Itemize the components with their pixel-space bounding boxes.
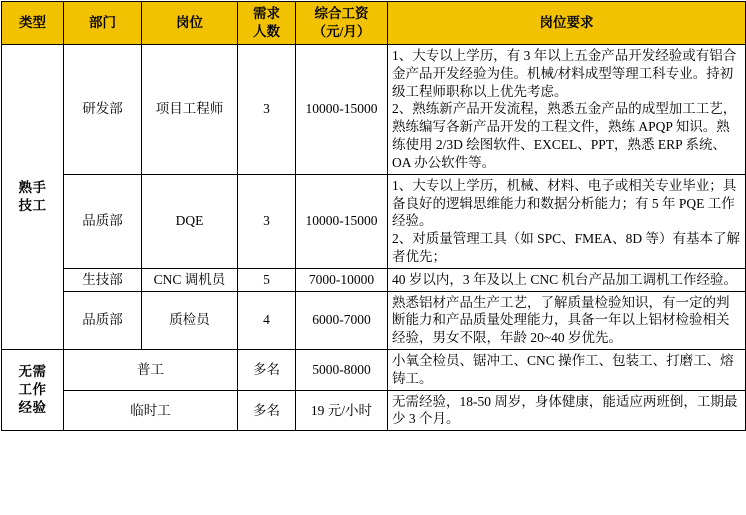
requirements-cell (388, 350, 746, 391)
headcount-cell: 3 (238, 174, 296, 268)
salary-cell: 5000-8000 (296, 350, 388, 391)
salary-cell: 6000-7000 (296, 291, 388, 349)
department-cell: 品质部 (64, 174, 142, 268)
requirement-paragraph: 1、大专以上学历，机械、材料、电子或相关专业毕业；具备良好的逻辑思维能力和数据分析能力；有 5 年 PQE 工作经验。 (392, 177, 737, 229)
position-cell: DQE (142, 174, 238, 268)
headcount-cell: 4 (238, 291, 296, 349)
column-header-department: 部门 (64, 2, 142, 45)
position-cell: CNC 调机员 (142, 268, 238, 291)
salary-cell: 10000-15000 (296, 45, 388, 175)
table-row (2, 45, 746, 175)
requirement-paragraph: 无需经验，18-50 周岁，身体健康，能适应两班倒，工期最少 3 个月。 (392, 393, 738, 427)
department-cell: 临时工 (64, 390, 238, 431)
department-cell: 生技部 (64, 268, 142, 291)
department-cell: 研发部 (64, 45, 142, 175)
job-listing-sheet (0, 1, 746, 515)
table-row (2, 350, 746, 391)
salary-cell: 10000-15000 (296, 174, 388, 268)
column-header-category: 类型 (2, 2, 64, 45)
department-cell: 普工 (64, 350, 238, 391)
column-header-headcount: 需求 人数 (238, 2, 296, 45)
requirement-paragraph: 2、熟练新产品开发流程，熟悉五金产品的成型加工工艺，熟练编写各新产品开发的工程文件，熟练 APQP 知识。熟练使用 2/3D 绘图软件、EXCEL、PPT，熟悉 ERP 系统、OA 办公软件等。 (392, 101, 737, 170)
requirement-paragraph: 1、大专以上学历，有 3 年以上五金产品开发经验或有铝合金产品开发经验为佳。机械/材料成型等理工科专业。持初级工程师职称以上优先考虑。 (392, 48, 737, 99)
column-header-salary: 综合工资 （元/月） (296, 2, 388, 45)
job-requirements-table (1, 1, 746, 431)
requirement-paragraph: 2、对质量管理工具（如 SPC、FMEA、8D 等）有基本了解者优先； (392, 231, 741, 264)
headcount-cell: 多名 (238, 390, 296, 431)
category-cell-no-experience: 无需 工作 经验 (2, 350, 64, 431)
table-row (2, 390, 746, 431)
department-cell: 品质部 (64, 291, 142, 349)
table-header (2, 2, 746, 45)
position-cell: 项目工程师 (142, 45, 238, 175)
requirements-cell (388, 45, 746, 175)
header-row (2, 2, 746, 45)
table-body (2, 45, 746, 431)
requirements-cell (388, 268, 746, 291)
requirement-paragraph: 40 岁以内，3 年及以上 CNC 机台产品加工调机工作经验。 (392, 271, 738, 287)
headcount-cell: 3 (238, 45, 296, 175)
table-row (2, 291, 746, 349)
requirement-paragraph: 小氧全检员、锯冲工、CNC 操作工、包装工、打磨工、熔铸工。 (392, 353, 734, 386)
salary-cell: 19 元/小时 (296, 390, 388, 431)
salary-cell: 7000-10000 (296, 268, 388, 291)
requirement-paragraph: 熟悉铝材产品生产工艺，了解质量检验知识，有一定的判断能力和产品质量处理能力，具备一年以上铝材检验相关经验，男女不限，年龄 20~40 岁优先。 (392, 294, 730, 346)
table-row (2, 268, 746, 291)
headcount-cell: 5 (238, 268, 296, 291)
requirements-cell (388, 174, 746, 268)
column-header-position: 岗位 (142, 2, 238, 45)
table-row (2, 174, 746, 268)
position-cell: 质检员 (142, 291, 238, 349)
category-cell-skilled: 熟手 技工 (2, 45, 64, 350)
requirements-cell (388, 390, 746, 431)
column-header-requirements: 岗位要求 (388, 2, 746, 45)
requirements-cell (388, 291, 746, 349)
headcount-cell: 多名 (238, 350, 296, 391)
